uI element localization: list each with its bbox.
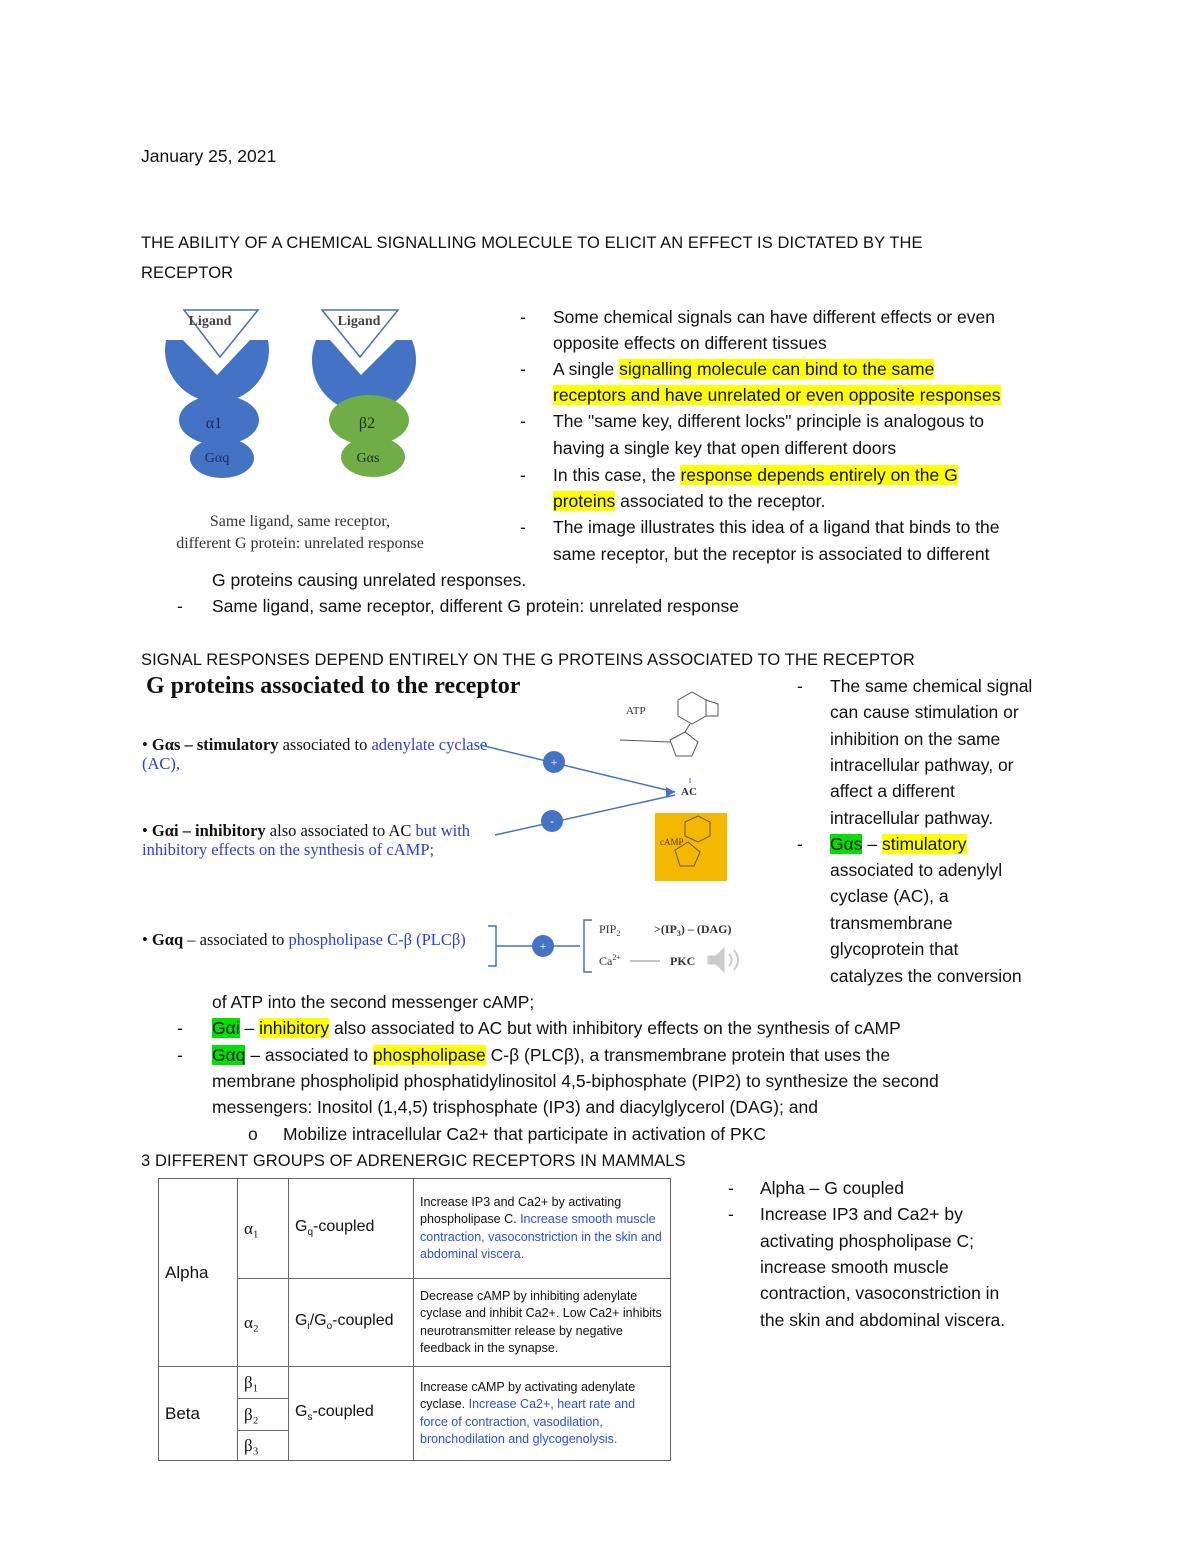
gaq-bullet-line3: messengers: Inositol (1,4,5) trisphosphate (IP3) and diacylglycerol (DAG); and	[212, 1097, 818, 1117]
cell-alpha2-desc: Decrease cAMP by inhibiting adenylate cyclase and inhibit Ca2+. Low Ca2+ inhibits neurotransmitter release by negative feedback in the synapse.	[414, 1279, 671, 1367]
bullet-5-line3: G proteins causing unrelated responses.	[212, 570, 527, 590]
fig1-caption-line2: different G protein: unrelated response	[176, 535, 424, 552]
adrenergic-bullet-2-line2: activating phospholipase C;	[760, 1231, 975, 1251]
bullet-2-line2	[553, 382, 1001, 408]
fig2-gai-item: • Gαi – inhibitory also associated to AC but with inhibitory effects on the synthesis of cAMP;	[142, 821, 471, 859]
gai-bullet: Gαi – inhibitory also associated to AC but with inhibitory effects on the synthesis of cAMP	[212, 1018, 901, 1038]
plus-sign: +	[539, 939, 547, 953]
alpha1-label: α1	[205, 415, 223, 432]
cell-b1: β₁	[238, 1367, 289, 1399]
ip3-dag-label: $>(IP_3) - (DAG)$	[654, 922, 732, 938]
highlight: proteins	[553, 491, 616, 511]
adrenergic-bullet-1: Alpha – G coupled	[760, 1178, 904, 1198]
right-bullet-1-line2: can cause stimulation or	[830, 702, 1019, 722]
bullet-1-line2: opposite effects on different tissues	[553, 333, 827, 353]
bullet-dash: -	[520, 465, 526, 485]
bullet-6-line1: Same ligand, same receptor, different G protein: unrelated response	[212, 596, 739, 616]
highlight: signalling molecule can bind to the same	[619, 359, 935, 379]
adrenergic-bullet-2-line5: the skin and abdominal viscera.	[760, 1310, 1006, 1330]
ligand-right-label: Ligand	[337, 314, 381, 329]
right-bullet-1-line1: The same chemical signal	[830, 676, 1033, 696]
bullet-dash: -	[520, 359, 526, 379]
bullet-dash: -	[728, 1178, 734, 1198]
heading-receptor-line1: THE ABILITY OF A CHEMICAL SIGNALLING MOLECULE TO ELICIT AN EFFECT IS DICTATED BY THE	[141, 234, 923, 252]
ligand-receptor-figure	[150, 300, 470, 560]
bullet-dash: -	[520, 307, 526, 327]
cell-a2: α₂	[238, 1279, 289, 1367]
bullet-5-line2: same receptor, but the receptor is associated to different	[553, 544, 990, 564]
speaker-icon	[708, 948, 738, 972]
right-bullet-1-line6: intracellular pathway.	[830, 808, 994, 828]
adrenergic-bullet-2-line1: Increase IP3 and Ca2+ by	[760, 1204, 963, 1224]
right-bullet-2-line4: transmembrane	[830, 913, 953, 933]
minus-sign: -	[550, 814, 554, 828]
highlight: inhibitory	[259, 1018, 330, 1038]
fig2-title: G proteins associated to the receptor	[146, 673, 521, 699]
pip2-label: $PIP_2$	[599, 922, 621, 938]
ligand-left-label: Ligand	[188, 314, 232, 329]
plus-sign: +	[550, 755, 558, 769]
fig2-gaq-item: • Gαq – associated to phospholipase C-β (PLCβ)	[142, 930, 466, 949]
fig2-gas-item: • Gαs – stimulatory associated to adenylate cyclase (AC),	[142, 735, 488, 773]
atp-structure-icon	[620, 692, 718, 756]
right-bullet-2-line2: associated to adenylyl	[830, 860, 1003, 880]
date: January 25, 2021	[141, 146, 277, 166]
cell-a1: α₁	[238, 1179, 289, 1279]
heading-receptor-line2: RECEPTOR	[141, 264, 234, 282]
camp-box	[655, 813, 727, 881]
right-bullet-1-line4: intracellular pathway, or	[830, 755, 1014, 775]
right-bullet-1-line5: affect a different	[830, 781, 955, 801]
fig2-diagram	[480, 680, 780, 990]
gaq-bullet-line1: Gαq – associated to phospholipase C-β (PLCβ), a transmembrane protein that uses the	[212, 1045, 891, 1065]
beta2-label: β2	[358, 415, 376, 432]
cell-beta-desc: Increase cAMP by activating adenylate cyclase. Increase Ca2+, heart rate and force of contraction, vasodilation, bronchodilation and glycogenolysis.	[414, 1367, 671, 1461]
right-bullet-2-line1: Gαs – stimulatory	[830, 834, 967, 854]
bullet-dash: -	[177, 1045, 183, 1065]
bullet-2-line1: A single signalling molecule can bind to the same	[553, 359, 935, 379]
cell-alpha1-desc: Increase IP3 and Ca2+ by activating phospholipase C. Increase smooth muscle contraction, vasoconstriction in the skin and abdominal viscera.	[414, 1179, 671, 1279]
cell-alpha: Alpha	[159, 1179, 238, 1367]
ca-label: $Ca^{2+}$	[599, 953, 621, 968]
adrenergic-bullet-2-line3: increase smooth muscle	[760, 1257, 949, 1277]
gaq-bullet-line2: membrane phospholipid phosphatidylinositol 4,5-biphosphate (PIP2) to synthesize the second	[212, 1071, 939, 1091]
camp-label: cAMP	[660, 837, 684, 847]
sub-bullet-ca: Mobilize intracellular Ca2+ that participate in activation of PKC	[283, 1124, 766, 1144]
right-bullet-2-line5: glycoprotein that	[830, 939, 959, 959]
bullet-1-line1: Some chemical signals can have different effects or even	[553, 307, 995, 327]
bullet-dash: -	[797, 834, 803, 854]
bullet-dash: -	[520, 517, 526, 537]
adrenergic-bullet-2-line4: contraction, vasoconstriction in	[760, 1283, 1000, 1303]
highlight: receptors and have unrelated or even opposite responses	[553, 385, 1001, 405]
bullet-dash: -	[797, 676, 803, 696]
ac-label: AC	[681, 786, 697, 798]
heading-adrenergic: 3 DIFFERENT GROUPS OF ADRENERGIC RECEPTORS IN MAMMALS	[141, 1152, 686, 1170]
highlight: stimulatory	[881, 834, 967, 854]
bullet-dash: -	[728, 1204, 734, 1224]
gaq-label: Gαq	[204, 451, 230, 466]
cell-b2: β₂	[238, 1399, 289, 1431]
bullet-dash: -	[520, 411, 526, 431]
right-bullet-2-line3: cyclase (AC), a	[830, 886, 949, 906]
cell-gq: $G_q$-coupled	[289, 1179, 414, 1279]
adrenergic-table	[158, 1178, 671, 1461]
bullet-3-line1: The "same key, different locks" principle is analogous to	[553, 411, 985, 431]
right-bullet-2-line6: catalyzes the conversion	[830, 966, 1022, 986]
highlight-green: Gαs	[830, 834, 863, 854]
highlight: phospholipase	[372, 1045, 486, 1065]
atp-label: ATP	[626, 705, 646, 717]
cell-b3: β₃	[238, 1431, 289, 1461]
highlight-green: Gαi	[212, 1018, 240, 1038]
fig1-caption-line1: Same ligand, same receptor,	[209, 513, 391, 530]
bullet-4-line2: proteins associated to the receptor.	[553, 491, 826, 511]
highlight-green: Gαq	[212, 1045, 246, 1065]
bullet-5-line1: The image illustrates this idea of a ligand that binds to the	[553, 517, 1000, 537]
gas-label: Gαs	[356, 451, 380, 466]
cell-beta: Beta	[159, 1367, 238, 1461]
pkc-label: PKC	[670, 954, 696, 968]
heading-signal-responses: SIGNAL RESPONSES DEPEND ENTIRELY ON THE G PROTEINS ASSOCIATED TO THE RECEPTOR	[141, 651, 915, 669]
right-bullet-1-line3: inhibition on the same	[830, 729, 1001, 749]
highlight: response depends entirely on the G	[680, 465, 958, 485]
cell-gs: $G_s$-coupled	[289, 1367, 414, 1461]
bullet-dash: -	[177, 596, 183, 616]
sub-bullet-marker: o	[248, 1124, 258, 1144]
bullet-4-line1: In this case, the response depends entirely on the G	[553, 465, 958, 485]
bullet-3-line2: having a single key that open different doors	[553, 438, 897, 458]
cell-gigo: $G_i/G_o$-coupled	[289, 1279, 414, 1367]
bullet-dash: -	[177, 1018, 183, 1038]
right-bullet-2-line7: of ATP into the second messenger cAMP;	[212, 992, 535, 1012]
